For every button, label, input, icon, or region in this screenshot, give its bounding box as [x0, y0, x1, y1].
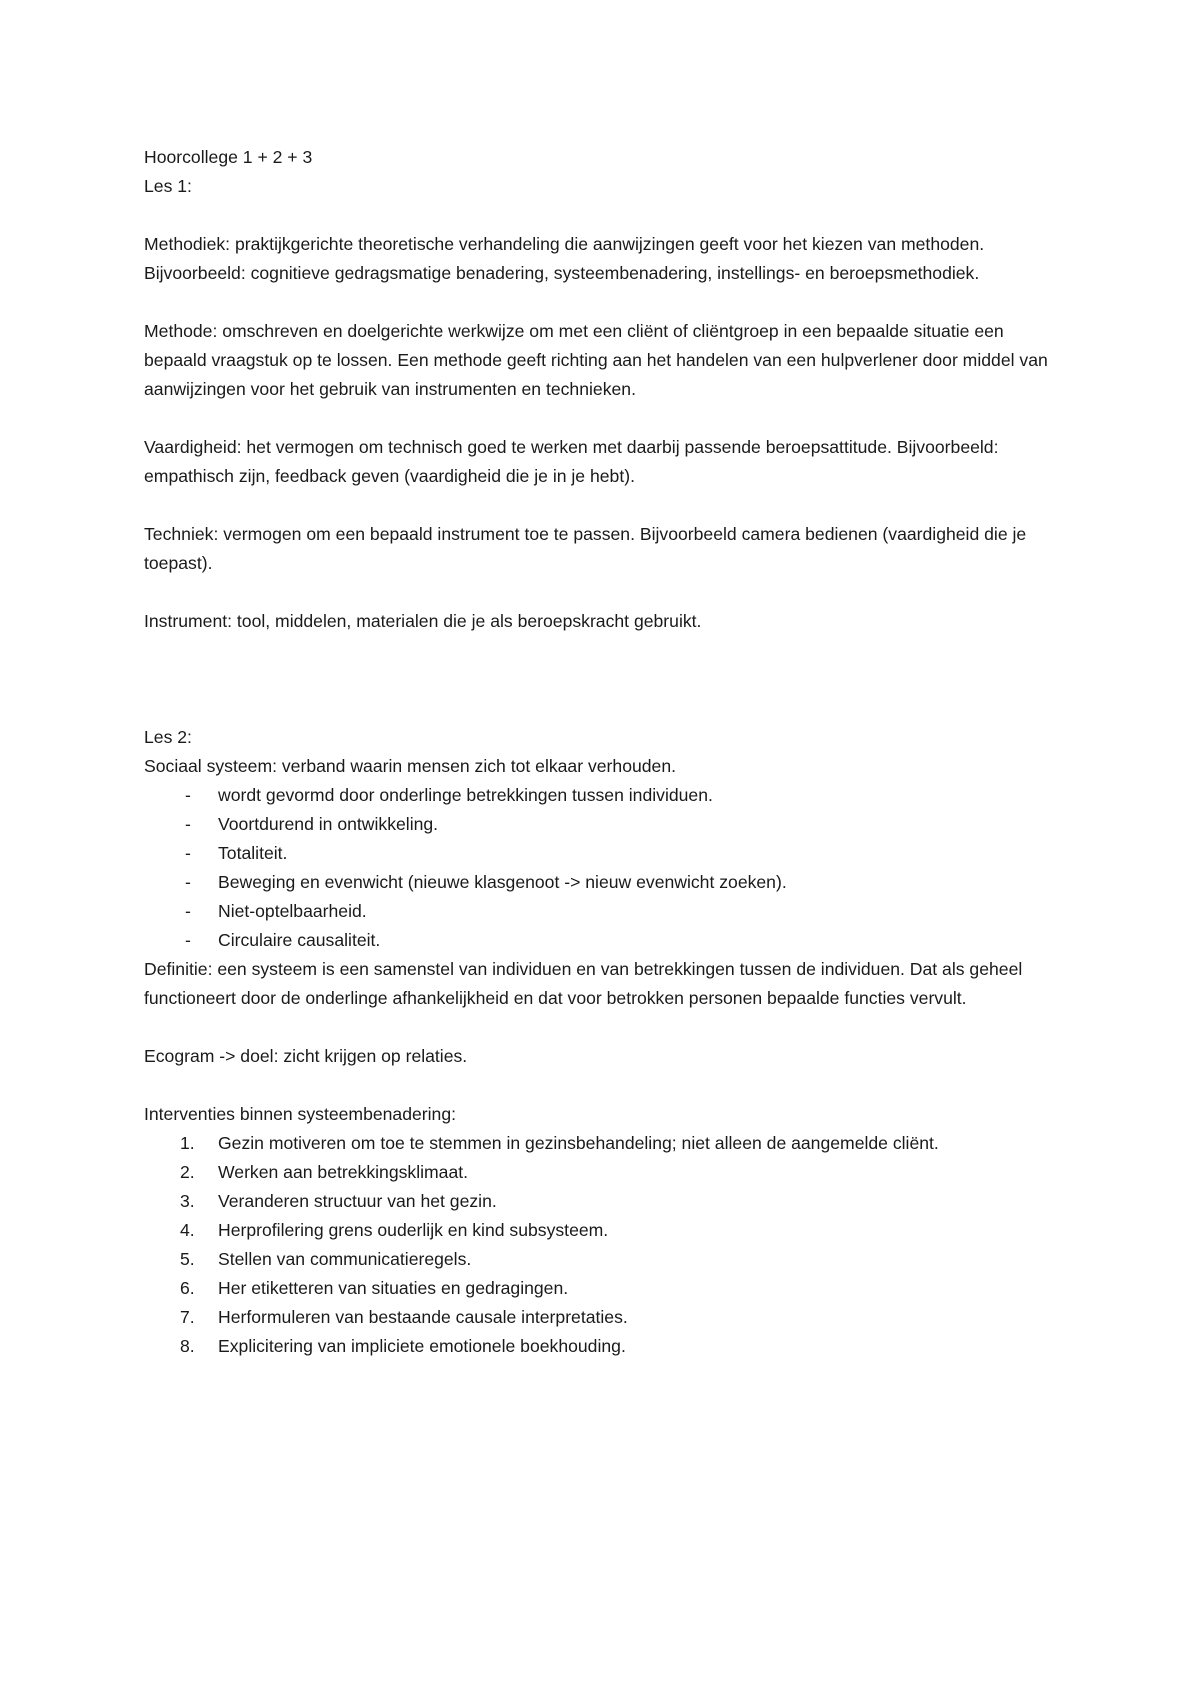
- list-item: 3. Veranderen structuur van het gezin.: [144, 1187, 1064, 1216]
- techniek-paragraph: Techniek: vermogen om een bepaald instrument toe te passen. Bijvoorbeeld camera bedienen (vaardigheid die je toepast).: [144, 524, 1027, 573]
- vaardigheid-paragraph: Vaardigheid: het vermogen om technisch goed te werken met daarbij passende beroepsattitude. Bijvoorbeeld: empathisch zijn, feedback geven (vaardigheid die je in je hebt).: [144, 437, 999, 486]
- list-item: 7. Herformuleren van bestaande causale interpretaties.: [144, 1303, 1064, 1332]
- list-item: 1. Gezin motiveren om toe te stemmen in gezinsbehandeling; niet alleen de aangemelde cliënt.: [144, 1129, 1064, 1158]
- list-item: 5. Stellen van communicatieregels.: [144, 1245, 1064, 1274]
- list-number: 7.: [180, 1307, 195, 1327]
- list-item: 4. Herprofilering grens ouderlijk en kind subsysteem.: [144, 1216, 1064, 1245]
- spacer: [144, 201, 1064, 230]
- dash-marker: -: [185, 930, 191, 950]
- list-item: - Totaliteit.: [144, 839, 1064, 868]
- methodiek-paragraph: Methodiek: praktijkgerichte theoretische verhandeling die aanwijzingen geeft voor het kiezen van methoden. Bijvoorbeeld: cognitieve gedragsmatige benadering, systeembenadering, instellings- en beroepsmethodiek.: [144, 234, 985, 283]
- list-item: - Voortdurend in ontwikkeling.: [144, 810, 1064, 839]
- list-item: 6. Her etiketteren van situaties en gedragingen.: [144, 1274, 1064, 1303]
- dash-marker: -: [185, 785, 191, 805]
- list-item: - wordt gevormd door onderlinge betrekkingen tussen individuen.: [144, 781, 1064, 810]
- methode-paragraph: Methode: omschreven en doelgerichte werkwijze om met een cliënt of cliëntgroep in een bepaalde situatie een bepaald vraagstuk op te lossen. Een methode geeft richting aan het handelen van een hulpverlener door middel van aanwijzingen voor het gebruik van instrumenten en technieken.: [144, 321, 1048, 399]
- document-title: Hoorcollege 1 + 2 + 3: [144, 147, 313, 167]
- definitie-paragraph: Definitie: een systeem is een samenstel van individuen en van betrekkingen tussen de individuen. Dat als geheel functioneert door de onderlinge afhankelijkheid en dat voor betrokken personen bepaalde functies vervult.: [144, 959, 1023, 1008]
- les1-heading: Les 1:: [144, 176, 192, 196]
- list-number: 6.: [180, 1278, 195, 1298]
- interventies-heading: Interventies binnen systeembenadering:: [144, 1104, 456, 1124]
- ecogram-paragraph: Ecogram -> doel: zicht krijgen op relaties.: [144, 1046, 468, 1066]
- document-page: [144, 143, 1064, 1361]
- dash-marker: -: [185, 843, 191, 863]
- list-number: 2.: [180, 1162, 195, 1182]
- list-number: 5.: [180, 1249, 195, 1269]
- list-item: 2. Werken aan betrekkingsklimaat.: [144, 1158, 1064, 1187]
- instrument-paragraph: Instrument: tool, middelen, materialen die je als beroepskracht gebruikt.: [144, 611, 702, 631]
- dash-marker: -: [185, 872, 191, 892]
- list-number: 8.: [180, 1336, 195, 1356]
- dash-marker: -: [185, 901, 191, 921]
- list-number: 3.: [180, 1191, 195, 1211]
- interventies-list: [144, 1129, 1064, 1361]
- section-gap: [144, 636, 1064, 723]
- list-number: 4.: [180, 1220, 195, 1240]
- list-item: - Niet-optelbaarheid.: [144, 897, 1064, 926]
- list-item: - Beweging en evenwicht (nieuwe klasgenoot -> nieuw evenwicht zoeken).: [144, 868, 1064, 897]
- sociaal-systeem-line: Sociaal systeem: verband waarin mensen zich tot elkaar verhouden.: [144, 756, 677, 776]
- les2-heading: Les 2:: [144, 727, 192, 747]
- list-item: - Circulaire causaliteit.: [144, 926, 1064, 955]
- kenmerken-list: [144, 781, 1064, 955]
- list-number: 1.: [180, 1133, 195, 1153]
- list-item: 8. Explicitering van impliciete emotionele boekhouding.: [144, 1332, 1064, 1361]
- dash-marker: -: [185, 814, 191, 834]
